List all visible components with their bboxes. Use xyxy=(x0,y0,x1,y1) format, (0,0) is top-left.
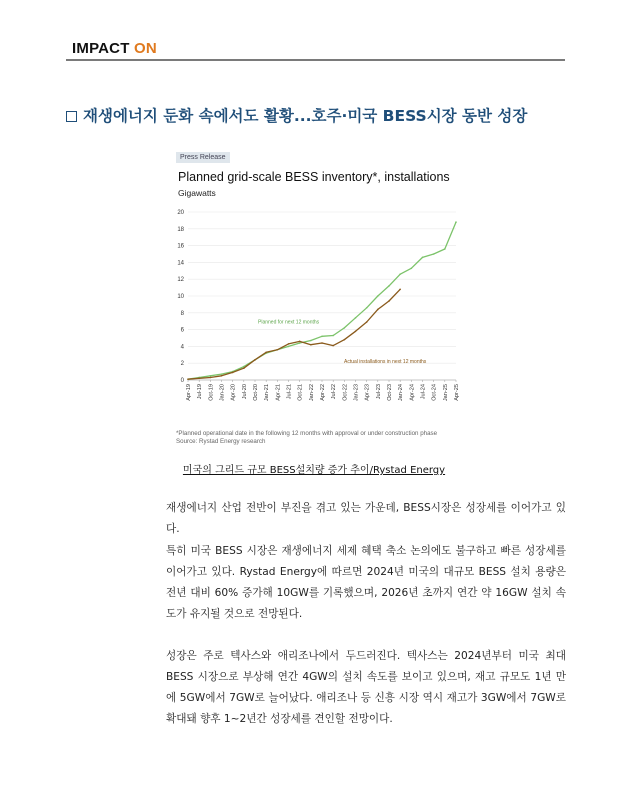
actual-point xyxy=(299,341,301,343)
y-tick-label: 4 xyxy=(180,344,184,351)
actual-point xyxy=(332,345,334,347)
x-tick-label: Jan-21 xyxy=(264,384,271,402)
paragraph: 성장은 주로 텍사스와 애리조나에서 두드러진다. 텍사스는 2024년부터 미국 최대 BESS 시장으로 부상해 연간 4GW의 설치 속도를 보이고 있으며, 재고 규모도 1년 만에 5GW에서 7GW로 늘어났다. 애리조나 등 신흥 시장 역시 재고가 3GW에서 7GW로 확대돼 향후 1~2년간 성장세를 견인할 전망이다. xyxy=(166,650,566,725)
planned-point xyxy=(455,221,457,223)
y-tick-label: 20 xyxy=(177,210,184,216)
planned-series-label: Planned for next 12 months xyxy=(258,319,320,326)
x-tick-label: Jul-20 xyxy=(241,384,248,400)
y-tick-label: 8 xyxy=(180,310,184,317)
actual-point xyxy=(277,349,279,351)
actual-point xyxy=(366,321,368,323)
line-chart xyxy=(170,206,462,426)
chart-title: Planned grid-scale BESS inventory*, installations xyxy=(178,170,450,184)
x-tick-label: Jul-23 xyxy=(375,384,382,400)
x-tick-label: Oct-21 xyxy=(297,384,304,401)
logo-text-accent: ON xyxy=(133,40,157,57)
actual-point xyxy=(310,344,312,346)
actual-point xyxy=(388,300,390,302)
x-tick-label: Apr-19 xyxy=(186,384,192,401)
planned-point xyxy=(321,336,323,338)
x-tick-label: Jul-21 xyxy=(286,384,293,400)
press-release-badge: Press Release xyxy=(176,152,230,163)
source-text: Source: Rystad Energy research xyxy=(176,438,266,445)
y-tick-label: 10 xyxy=(177,294,184,300)
planned-point xyxy=(433,253,435,255)
y-tick-label: 14 xyxy=(177,260,184,267)
planned-point xyxy=(210,375,212,377)
actual-point xyxy=(210,377,212,379)
y-tick-label: 18 xyxy=(177,226,184,233)
x-tick-label: Apr-23 xyxy=(364,384,371,401)
chart-footnote xyxy=(176,430,437,446)
planned-point xyxy=(377,295,379,297)
y-tick-label: 2 xyxy=(180,361,184,368)
planned-point xyxy=(288,346,290,348)
x-tick-label: Jan-22 xyxy=(308,384,315,402)
actual-series-line xyxy=(188,289,400,379)
x-tick-label: Jan-25 xyxy=(442,384,449,402)
headline-text: 재생에너지 둔화 속에서도 활황...호주·미국 BESS시장 동반 성장 xyxy=(83,107,528,125)
y-tick-label: 0 xyxy=(180,378,184,384)
x-tick-label: Jul-24 xyxy=(420,384,427,400)
x-tick-label: Oct-24 xyxy=(431,384,438,401)
planned-point xyxy=(444,248,446,250)
actual-point xyxy=(187,378,189,380)
article-headline xyxy=(66,104,527,126)
x-tick-label: Apr-25 xyxy=(454,384,460,401)
header-divider xyxy=(66,59,565,61)
x-tick-label: Jul-19 xyxy=(197,384,204,400)
actual-point xyxy=(321,342,323,344)
actual-point xyxy=(344,339,346,341)
planned-point xyxy=(221,373,223,375)
actual-point xyxy=(221,375,223,377)
planned-point xyxy=(310,340,312,342)
actual-point xyxy=(377,309,379,311)
actual-point xyxy=(355,330,357,332)
x-tick-label: Oct-19 xyxy=(208,384,215,401)
actual-point xyxy=(232,372,234,374)
caption-text: 미국의 그리드 규모 BESS설치량 증가 추이/Rystad Energy xyxy=(182,465,446,476)
x-tick-label: Jan-20 xyxy=(219,384,226,402)
planned-point xyxy=(399,273,401,275)
planned-point xyxy=(355,317,357,319)
actual-point xyxy=(399,288,401,290)
actual-series-label: Actual installations in next 12 months xyxy=(344,359,427,366)
x-tick-label: Jan-24 xyxy=(398,384,405,402)
actual-point xyxy=(288,343,290,345)
x-tick-label: Jan-23 xyxy=(353,384,360,402)
x-tick-label: Apr-22 xyxy=(320,384,326,401)
x-tick-label: Apr-20 xyxy=(230,384,237,401)
y-tick-label: 12 xyxy=(177,277,184,284)
actual-point xyxy=(254,359,256,361)
chart-y-label: Gigawatts xyxy=(178,188,216,198)
planned-point xyxy=(332,335,334,337)
x-tick-label: Oct-23 xyxy=(387,384,393,401)
y-tick-label: 16 xyxy=(177,243,184,250)
x-tick-label: Apr-21 xyxy=(275,384,282,401)
planned-point xyxy=(422,257,424,259)
x-tick-label: Apr-24 xyxy=(409,384,416,401)
planned-point xyxy=(411,267,413,269)
actual-point xyxy=(265,351,267,353)
chart-figure xyxy=(170,146,462,452)
x-tick-label: Jul-22 xyxy=(331,384,338,400)
planned-point xyxy=(366,307,368,309)
actual-point xyxy=(198,378,200,380)
planned-point xyxy=(388,285,390,287)
x-tick-label: Oct-22 xyxy=(342,384,349,401)
paragraph: 재생에너지 산업 전반이 부진을 겪고 있는 가운데, BESS시장은 성장세를 이어가고 있다. xyxy=(166,502,566,535)
checkbox-square-icon xyxy=(66,111,77,122)
impact-on-logo xyxy=(72,40,157,57)
paragraph: 특히 미국 BESS 시장은 재생에너지 세제 혜택 축소 논의에도 불구하고 빠른 성장세를 이어가고 있다. Rystad Energy에 따르면 2024년 미국의 대규모 BESS 설치 용량은 전년 대비 60% 증가해 10GW를 기록했으며, 2026년 초까지 연간 약 16GW 설치 속도가 유지될 것으로 전망된다. xyxy=(166,545,566,620)
planned-point xyxy=(299,342,301,344)
logo-text: IMPACT xyxy=(72,40,130,57)
planned-point xyxy=(344,327,346,329)
y-tick-label: 6 xyxy=(180,327,184,334)
figure-caption xyxy=(0,461,628,476)
footnote-text: *Planned operational date in the following 12 months with approval or under construction phase xyxy=(176,430,438,437)
x-tick-label: Oct-20 xyxy=(253,384,259,401)
actual-point xyxy=(243,367,245,369)
